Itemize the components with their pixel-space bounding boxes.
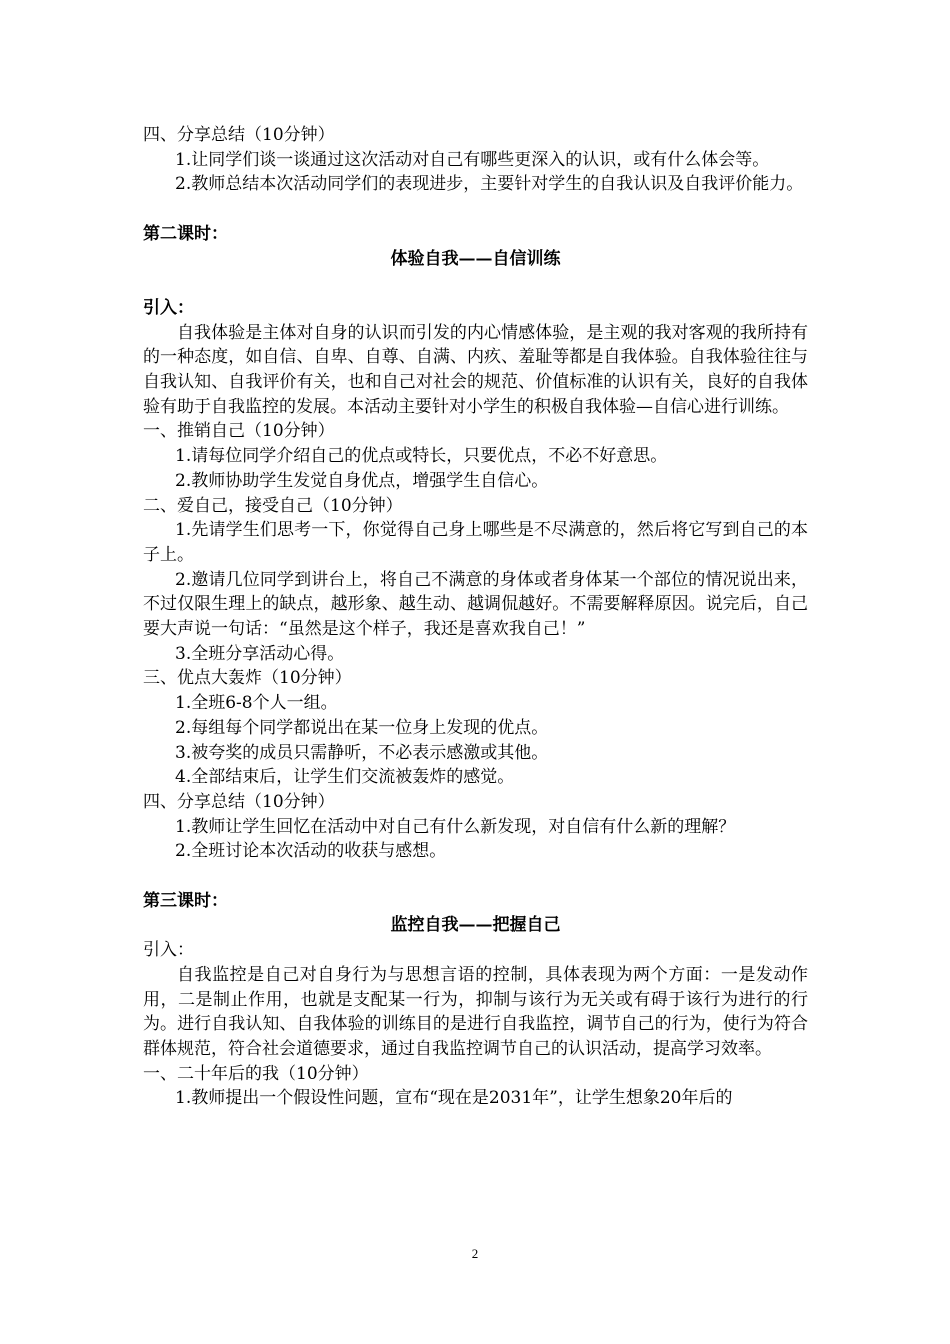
lesson-title: 监控自我——把握自己: [390, 915, 561, 936]
list-item: 1.教师提出一个假设性问题，宣布“现在是2031年”，让学生想象20年后的: [175, 1088, 733, 1109]
list-item: 2.教师协助学生发觉自身优点，增强学生自信心。: [175, 470, 549, 491]
lesson-label: 第二课时：: [143, 223, 228, 244]
list-item: 1.全班6-8个人一组。: [175, 693, 338, 714]
list-item: 2.全班讨论本次活动的收获与感想。: [175, 841, 447, 862]
section-heading: 三、优点大轰炸（10分钟）: [143, 668, 352, 689]
page-content: [143, 123, 808, 1111]
intro-label: 引入：: [143, 940, 194, 961]
list-item: 1.教师让学生回忆在活动中对自己有什么新发现，对自信有什么新的理解？: [175, 816, 736, 837]
list-item: 3.被夸奖的成员只需静听，不必表示感激或其他。: [175, 742, 549, 763]
list-item: 3.全班分享活动心得。: [175, 643, 345, 664]
lesson-title: 体验自我——自信训练: [390, 248, 561, 269]
list-item: 1.让同学们谈一谈通过这次活动对自己有哪些更深入的认识，或有什么体会等。: [175, 149, 770, 170]
intro-label: 引入：: [143, 297, 194, 318]
intro-paragraph: 自我体验是主体对自身的认识而引发的内心情感体验，是主观的我对客观的我所持有的一种态度，如自信、自卑、自尊、自满、内疚、羞耻等都是自我体验。自我体验往往与自我认知、自我评价有关，也和自己对社会的规范、价值标准的认识有关，良好的自我体验有助于自我监控的发展。本活动主要针对小学生的积极自我体验—自信心进行训练。: [143, 322, 808, 417]
list-item: 4.全部结束后，让学生们交流被轰炸的感觉。: [175, 767, 515, 788]
page-number: 2: [471, 1246, 479, 1261]
list-item: 2.每组每个同学都说出在某一位身上发现的优点。: [175, 717, 549, 738]
lesson-label: 第三课时：: [143, 890, 228, 911]
section-heading: 二、爱自己，接受自己（10分钟）: [143, 495, 403, 516]
intro-paragraph: 自我监控是自己对自身行为与思想言语的控制，具体表现为两个方面：一是发动作用，二是制止作用，也就是支配某一行为，抑制与该行为无关或有碍于该行为进行的行为。进行自我认知、自我体验的训练目的是进行自我监控，调节自己的行为，使行为符合群体规范，符合社会道德要求，通过自我监控调节自己的认识活动，提高学习效率。: [143, 964, 808, 1059]
list-item: 2.教师总结本次活动同学们的表现进步，主要针对学生的自我认识及自我评价能力。: [175, 174, 804, 195]
section-heading: 四、分享总结（10分钟）: [143, 791, 335, 812]
list-item: 2.邀请几位同学到讲台上，将自己不满意的身体或者身体某一个部位的情况说出来，不过仅限生理上的缺点，越形象、越生动、越调侃越好。不需要解释原因。说完后，自己要大声说一句话：“虽然是这个样子，我还是喜欢我自己！”: [143, 569, 808, 640]
list-item: 1.请每位同学介绍自己的优点或特长，只要优点，不必不好意思。: [175, 446, 668, 467]
section-heading: 一、推销自己（10分钟）: [143, 421, 335, 442]
section-heading: 四、分享总结（10分钟）: [143, 125, 335, 145]
section-heading: 一、二十年后的我（10分钟）: [143, 1063, 369, 1084]
list-item: 1.先请学生们思考一下，你觉得自己身上哪些是不尽满意的，然后将它写到自己的本子上。: [143, 520, 808, 565]
